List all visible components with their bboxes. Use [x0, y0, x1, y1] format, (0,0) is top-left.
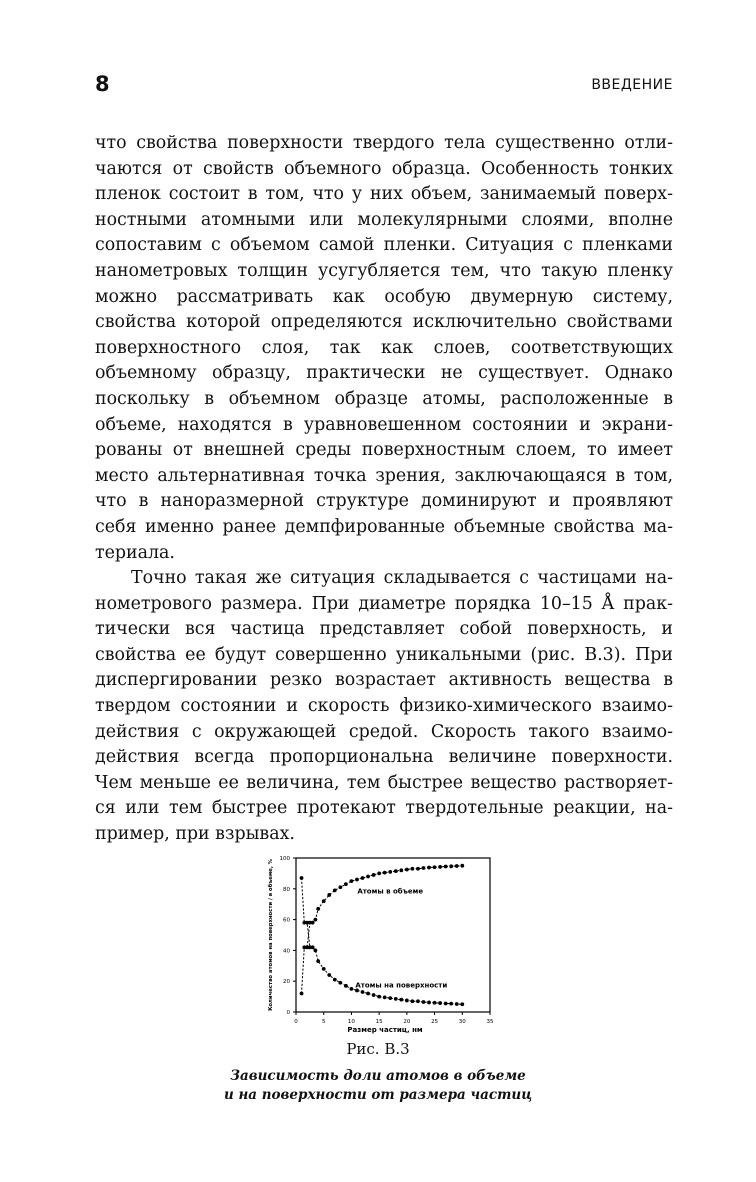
figure-caption-line-1: Зависимость доли атомов в объеме [230, 1068, 526, 1084]
data-point [327, 893, 331, 897]
y-tick-label: 100 [279, 856, 290, 862]
data-point [316, 959, 320, 963]
series-label-volume: Атомы в объеме [357, 887, 424, 896]
data-point [433, 1001, 437, 1005]
data-point [433, 865, 437, 869]
paragraph-1: что свойства поверхности твердого тела существенно отличаются от свойств объемного образца. Особенность тонких пленок состоит в том, что у них объем, занимаемый поверхностными атомными или молекулярными слоями, вполне сопоставим с объемом самой пленки. Ситуация с пленками нанометровых толщин усугубляется тем, что такую пленку можно рассматривать как особую двумерную систему, свойства которой определяются исключительно свойствами поверхностного слоя, так как слоев, соответствующих объемному образцу, практически не существует. Однако поскольку в объемном образце атомы, расположенные в объеме, находятся в уравновешенном состоянии и экранированы от внешней среды поверхностным слоем, то имеет место альтернативная точка зрения, заключающаяся в том, что в наноразмерной структуре доминируют и проявляют себя именно ранее демпфированные объемные свойства материала. [95, 133, 673, 563]
data-point [444, 865, 448, 869]
data-point [411, 867, 415, 871]
data-point [416, 867, 420, 871]
y-tick-label: 80 [283, 886, 290, 893]
data-point [460, 864, 464, 868]
data-point [372, 873, 376, 877]
data-point [311, 945, 315, 949]
data-point [422, 1000, 426, 1004]
x-tick-label: 20 [403, 1019, 411, 1025]
data-point [394, 997, 398, 1001]
y-axis-label: Количество атомов на поверхности / в объеме, % [268, 859, 274, 1011]
data-point [338, 981, 342, 985]
data-point [388, 996, 392, 1000]
figure-caption [0, 1067, 756, 1105]
x-tick-label: 15 [375, 1019, 383, 1025]
y-tick-label: 20 [283, 979, 290, 986]
data-point [350, 987, 354, 991]
data-point [333, 888, 337, 892]
x-tick-label: 0 [294, 1019, 298, 1025]
data-point [300, 992, 304, 996]
chart-svg [258, 850, 508, 1040]
data-point [405, 999, 409, 1003]
page-number: 8 [95, 72, 110, 96]
x-tick-label: 35 [486, 1019, 494, 1025]
data-point [399, 998, 403, 1002]
y-tick-label: 0 [286, 1010, 290, 1016]
y-tick-label: 40 [283, 948, 290, 955]
data-point [300, 876, 304, 880]
data-point [449, 864, 453, 868]
data-point [344, 984, 348, 988]
data-point [322, 967, 326, 971]
data-point [361, 990, 365, 994]
body-text [95, 131, 673, 848]
data-point [405, 868, 409, 872]
running-head: ВВЕДЕНИЕ [591, 77, 673, 93]
data-point [444, 1002, 448, 1006]
x-tick-label: 10 [347, 1019, 355, 1025]
figure-caption-line-2: и на поверхности от размера частиц [223, 1087, 533, 1103]
x-tick-label: 25 [431, 1019, 439, 1025]
data-point [314, 918, 318, 922]
data-point [338, 885, 342, 889]
data-point [316, 907, 320, 911]
data-point [314, 949, 318, 953]
data-point [455, 864, 459, 868]
data-point [411, 999, 415, 1003]
data-point [438, 1001, 442, 1005]
data-point [427, 866, 431, 870]
data-point [460, 1002, 464, 1006]
data-point [383, 995, 387, 999]
data-point [322, 899, 326, 903]
data-point [399, 868, 403, 872]
data-point [361, 876, 365, 880]
data-point [449, 1002, 453, 1006]
figure-chart [258, 850, 508, 1040]
data-point [377, 872, 381, 876]
data-point [438, 865, 442, 869]
data-point [333, 978, 337, 982]
data-point [372, 993, 376, 997]
data-point [305, 921, 309, 925]
paragraph-2: Точно такая же ситуация складывается с частицами нанометрового размера. При диаметре порядка 10–15 Å практически вся частица представляет собой поверхность, и свойства ее будут совершенно уникальными (рис. В.3). При диспергировании резко возрастает активность вещества в твердом состоянии и скорость физико-химического взаимодействия с окружающей средой. Скорость такого взаимодействия всегда пропорциональна величине поверхности. Чем меньше ее величина, тем быстрее вещество растворяется или тем быстрее протекают твердотельные реакции, например, при взрывах. [95, 568, 673, 845]
data-point [327, 973, 331, 977]
data-point [416, 999, 420, 1003]
data-point [311, 921, 315, 925]
data-point [377, 995, 381, 999]
data-point [388, 870, 392, 874]
data-point [383, 871, 387, 875]
data-point [455, 1002, 459, 1006]
data-point [422, 866, 426, 870]
x-tick-label: 30 [458, 1019, 466, 1025]
figure-label: Рис. В.3 [346, 1040, 410, 1058]
data-point [366, 992, 370, 996]
x-axis-label: Размер частиц, нм [347, 1026, 423, 1034]
data-point [344, 882, 348, 886]
series-label-surface: Атомы на поверхности [355, 981, 448, 990]
data-point [427, 1001, 431, 1005]
data-point [366, 875, 370, 879]
x-tick-label: 5 [321, 1019, 326, 1025]
data-point [355, 878, 359, 882]
data-point [350, 879, 354, 883]
data-point [394, 869, 398, 873]
y-tick-label: 60 [283, 917, 290, 924]
series-line-1 [302, 866, 463, 994]
